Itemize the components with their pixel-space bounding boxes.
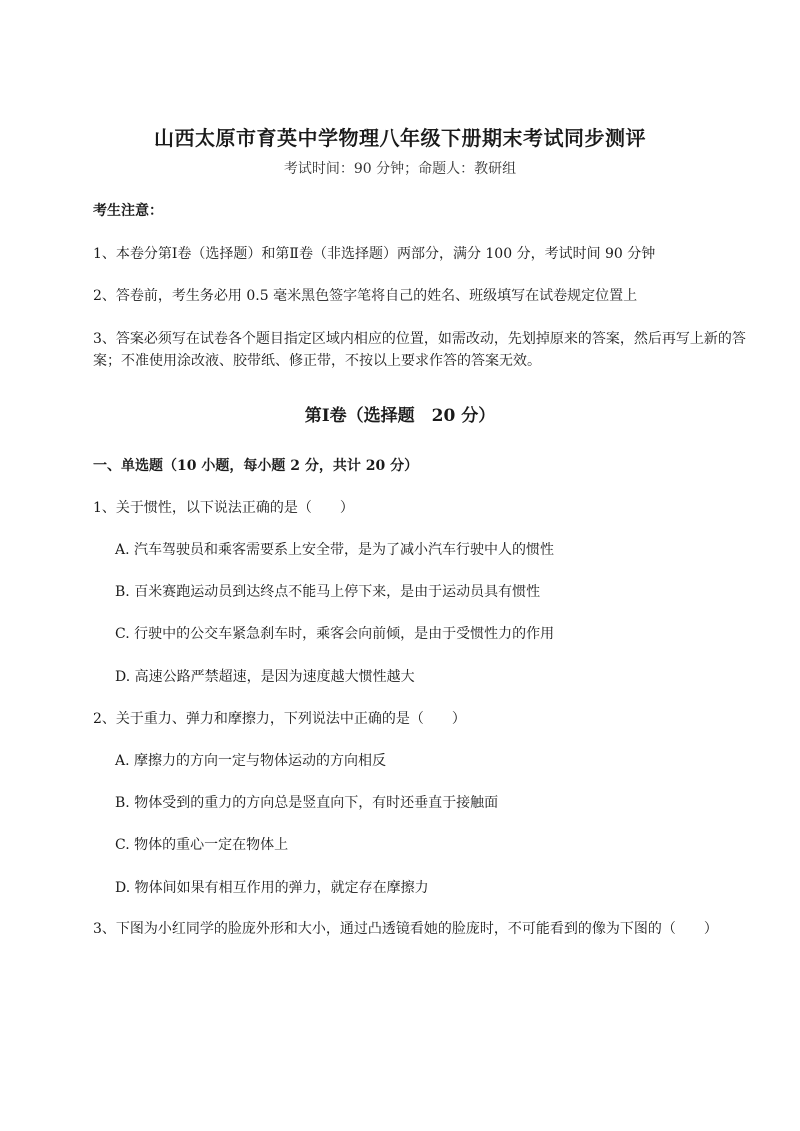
question-option: C. 行驶中的公交车紧急刹车时，乘客会向前倾，是由于受惯性力的作用 [115,626,555,642]
exam-info: 考试时间：90 分钟；命题人：教研组 [283,161,517,177]
question-option: A. 摩擦力的方向一定与物体运动的方向相反 [115,753,387,769]
question-option: B. 物体受到的重力的方向总是竖直向下，有时还垂直于接触面 [115,795,499,811]
question-option: C. 物体的重心一定在物体上 [115,837,289,853]
question-option: A. 汽车驾驶员和乘客需要系上安全带，是为了减小汽车行驶中人的惯性 [115,542,555,558]
question-stem: 3、下图为小红同学的脸庞外形和大小，通过凸透镜看她的脸庞时，不可能看到的像为下图的（ ） [93,921,718,937]
question-option: B. 百米赛跑运动员到达终点不能马上停下来，是由于运动员具有惯性 [115,584,541,600]
question-stem: 1、关于惯性，以下说法正确的是（ ） [93,500,354,516]
notice-item: 2、答卷前，考生务必用 0.5 毫米黑色签字笔将自己的姓名、班级填写在试卷规定位置上 [93,288,638,304]
question-option: D. 物体间如果有相互作用的弹力，就定存在摩擦力 [115,880,429,896]
question-option: D. 高速公路严禁超速，是因为速度越大惯性越大 [115,669,415,685]
question-stem: 2、关于重力、弹力和摩擦力，下列说法中正确的是（ ） [93,711,466,727]
notice-heading: 考生注意： [93,203,163,219]
part-heading: 一、单选题（10 小题，每小题 2 分，共计 20 分） [93,458,419,474]
section-title: 第Ⅰ卷（选择题 20 分） [304,406,496,426]
notice-item: 1、本卷分第Ⅰ卷（选择题）和第Ⅱ卷（非选择题）两部分，满分 100 分，考试时间 90 分钟 [93,246,656,262]
notice-item: 3、答案必须写在试卷各个题目指定区域内相应的位置，如需改动，先划掉原来的答案，然后再写上新的答案；不准使用涂改液、胶带纸、修正带，不按以上要求作答的答案无效。 [93,331,746,369]
page-title: 山西太原市育英中学物理八年级下册期末考试同步测评 [154,126,646,150]
